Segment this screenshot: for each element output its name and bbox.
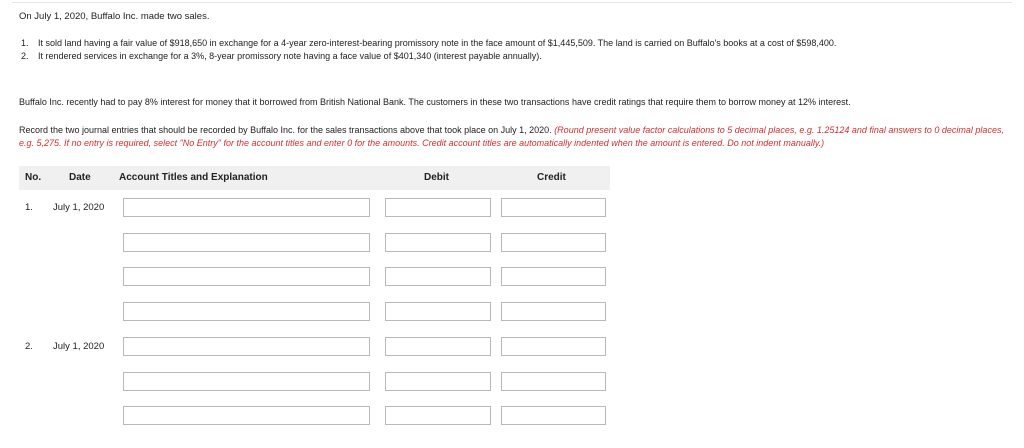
entry-number: 1. [25, 202, 33, 213]
account-title-input[interactable] [123, 337, 370, 356]
list-item [21, 37, 836, 50]
account-title-input[interactable] [123, 267, 370, 286]
debit-input[interactable] [385, 302, 491, 321]
debit-input[interactable] [385, 233, 491, 252]
debit-input[interactable] [385, 198, 491, 217]
credit-input[interactable] [501, 267, 606, 286]
account-title-input[interactable] [123, 406, 370, 425]
top-divider [12, 2, 1012, 3]
credit-input[interactable] [501, 233, 606, 252]
credit-input[interactable] [501, 337, 606, 356]
header-no: No. [25, 172, 42, 183]
debit-input[interactable] [385, 337, 491, 356]
entry-number: 2. [25, 341, 33, 352]
debit-input[interactable] [385, 406, 491, 425]
interest-paragraph: Buffalo Inc. recently had to pay 8% interest for money that it borrowed from British National Bank. The customers in these two transactions have credit ratings that require them to borrow money at 12% interest. [19, 97, 851, 107]
credit-input[interactable] [501, 302, 606, 321]
list-item-number: 1. [21, 38, 29, 48]
table-header [19, 166, 610, 190]
header-account: Account Titles and Explanation [119, 172, 268, 183]
list-item-text: It sold land having a fair value of $918,650 in exchange for a 4-year zero-interest-bearing promissory note in the face amount of $1,445,509. The land is carried on Buffalo's books at a cost of $598,400. [38, 38, 837, 48]
header-credit: Credit [537, 172, 566, 183]
instructions-text: Record the two journal entries that should be recorded by Buffalo Inc. for the sales transactions above that took place on July 1, 2020. [19, 125, 552, 135]
account-title-input[interactable] [123, 372, 370, 391]
entry-date: July 1, 2020 [53, 341, 105, 352]
list-item-text: It rendered services in exchange for a 3%, 8-year promissory note having a face value of $401,340 (interest payable annually). [38, 51, 542, 61]
credit-input[interactable] [501, 372, 606, 391]
credit-input[interactable] [501, 406, 606, 425]
list-item [21, 50, 836, 63]
entry-date: July 1, 2020 [53, 202, 105, 213]
header-debit: Debit [424, 172, 449, 183]
debit-input[interactable] [385, 372, 491, 391]
header-date: Date [69, 172, 91, 183]
account-title-input[interactable] [123, 198, 370, 217]
account-title-input[interactable] [123, 233, 370, 252]
account-title-input[interactable] [123, 302, 370, 321]
debit-input[interactable] [385, 267, 491, 286]
sales-list [21, 37, 836, 63]
instructions-note: (Round present value factor calculations to 5 decimal places, e.g. 1.25124 and final answers to 0 decimal places, e.g. 5,275. If no entry is required, select "No Entry" for the account titles and enter 0 for the amounts. Credit account titles are automatically indented when the amount is entered. Do not indent manually.) [19, 125, 1004, 148]
intro-text: On July 1, 2020, Buffalo Inc. made two sales. [19, 11, 210, 22]
instructions-paragraph [19, 124, 1011, 149]
credit-input[interactable] [501, 198, 606, 217]
list-item-number: 2. [21, 51, 29, 61]
